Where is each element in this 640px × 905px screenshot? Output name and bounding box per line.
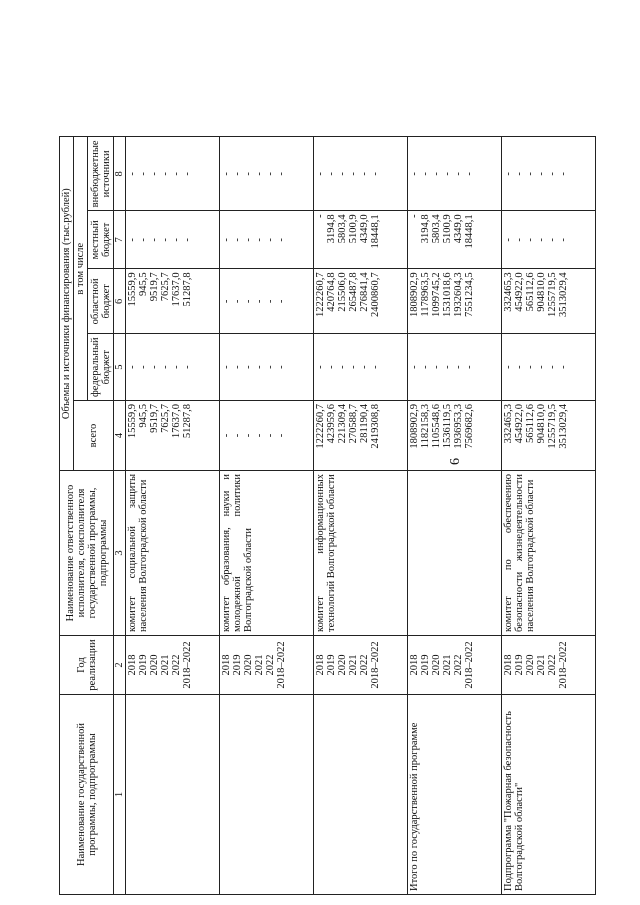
federal-cell: - - - - - - [408, 334, 502, 401]
col-number: 2 [114, 636, 126, 695]
table-row [502, 137, 596, 895]
col-number: 7 [114, 211, 126, 269]
header-federal: федеральный бюджет [88, 334, 114, 401]
table-row [220, 137, 314, 895]
table-row [126, 137, 220, 895]
local-cell: - - - - - - [126, 211, 220, 269]
federal-cell: - - - - - - [502, 334, 596, 401]
col-number: 5 [114, 334, 126, 401]
col-number: 8 [114, 137, 126, 211]
page-number: 6 [448, 458, 463, 465]
table-row [314, 137, 408, 895]
extra-cell: - - - - - - [314, 137, 408, 211]
program-name-cell [220, 695, 314, 895]
col-number: 6 [114, 269, 126, 334]
program-name-cell [314, 695, 408, 895]
years-cell: 2018 2019 2020 2021 2022 2018–2022 [314, 636, 408, 695]
federal-cell: - - - - - - [220, 334, 314, 401]
table-row [408, 137, 502, 895]
header-total: всего [74, 401, 114, 471]
extra-cell: - - - - - - [220, 137, 314, 211]
total-cell: - - - - - - [220, 401, 314, 471]
header-program-name: Наименование государственной программы, подпрограммы [60, 695, 114, 895]
executor-cell [408, 471, 502, 636]
federal-cell: - - - - - - [126, 334, 220, 401]
program-name-cell [126, 695, 220, 895]
local-cell: - 3194,8 5803,4 5100,9 4349,0 18448,1 [408, 211, 502, 269]
header-including: в том числе [74, 137, 88, 401]
col-number: 3 [114, 471, 126, 636]
total-cell: 1808902,9 1182158,3 1105548,6 1536119,5 1936953,3 7569682,6 [408, 401, 502, 471]
executor-cell: комитет социальной защиты населения Волгоградской области [126, 471, 220, 636]
extra-cell: - - - - - - [408, 137, 502, 211]
col-number: 1 [114, 695, 126, 895]
regional-cell: 1808902,9 1178963,5 1099745,2 1531018,6 1932604,3 7551234,5 [408, 269, 502, 334]
executor-cell: комитет по обеспечению безопасности жизнедеятельности населения Волгоградской области [502, 471, 596, 636]
regional-cell: 1222260,7 420764,8 215506,0 265487,8 276841,4 2400860,7 [314, 269, 408, 334]
header-local: местный бюджет [88, 211, 114, 269]
extra-cell: - - - - - - [502, 137, 596, 211]
total-cell: 1222260,7 423959,6 221309,4 270588,7 281190,4 2419308,8 [314, 401, 408, 471]
col-number: 4 [114, 401, 126, 471]
federal-cell: - - - - - - [314, 334, 408, 401]
header-executor: Наименование ответственного исполнителя, соисполнителя государственной программы, подпрограммы [60, 471, 114, 636]
years-cell: 2018 2019 2020 2021 2022 2018–2022 [408, 636, 502, 695]
program-name-cell: Итого по государственной программе [408, 695, 502, 895]
regional-cell: - - - - - - [220, 269, 314, 334]
years-cell: 2018 2019 2020 2021 2022 2018–2022 [220, 636, 314, 695]
header-funding: Объемы и источники финансирования (тыс.рублей) [60, 137, 74, 471]
regional-cell: 332465,3 454922,0 565112,6 904810,0 1255719,5 3513029,4 [502, 269, 596, 334]
header-year: Год реализации [60, 636, 114, 695]
local-cell: - - - - - - [220, 211, 314, 269]
local-cell: - 3194,8 5803,4 5100,9 4349,0 18448,1 [314, 211, 408, 269]
program-name-cell: Подпрограмма "Пожарная безопасность Волгоградской области" [502, 695, 596, 895]
extra-cell: - - - - - - [126, 137, 220, 211]
funding-table [59, 136, 596, 895]
local-cell: - - - - - - [502, 211, 596, 269]
regional-cell: 15559,9 945,5 9519,7 7625,7 17637,0 51287,8 [126, 269, 220, 334]
header-extra: внебюджетные источники [88, 137, 114, 211]
years-cell: 2018 2019 2020 2021 2022 2018–2022 [502, 636, 596, 695]
header-regional: областной бюджет [88, 269, 114, 334]
total-cell: 15559,9 945,5 9519,7 7625,7 17637,0 51287,8 [126, 401, 220, 471]
executor-cell: комитет информационных технологий Волгоградской области [314, 471, 408, 636]
executor-cell: комитет образования, науки и молодежной политики Волгоградской области [220, 471, 314, 636]
years-cell: 2018 2019 2020 2021 2022 2018–2022 [126, 636, 220, 695]
total-cell: 332465,3 454922,0 565112,6 904810,0 1255719,5 3513029,4 [502, 401, 596, 471]
